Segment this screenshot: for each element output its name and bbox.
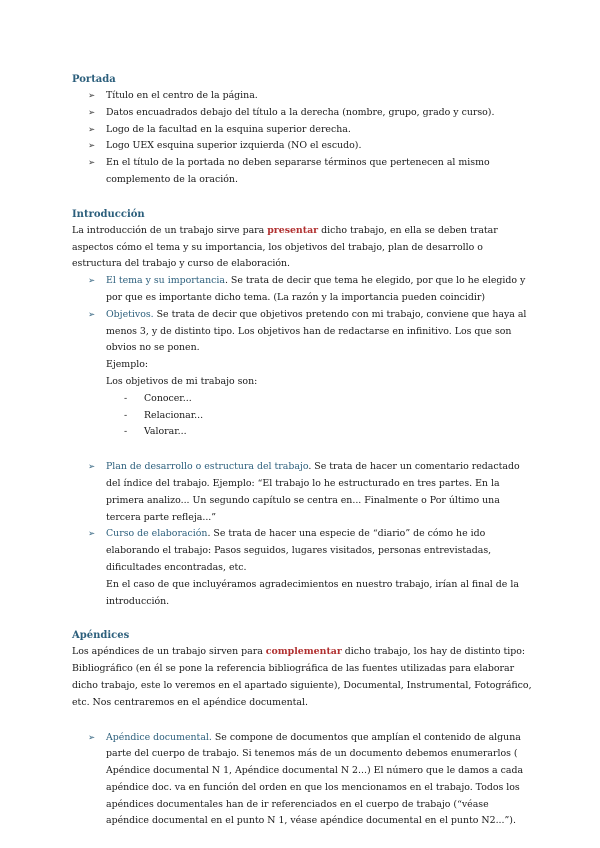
highlight-presentar: presentar <box>267 224 319 236</box>
arrow-bullet-icon: ➢ <box>88 158 96 169</box>
list-item: ➢ En el título de la portada no deben separarse términos que pertenecen al mismo complemento de la oración. <box>88 157 490 185</box>
example-item: - Relacionar... <box>124 409 204 421</box>
list-item-objetivos: ➢ Objetivos. Se trata de decir que objetivos pretendo con mi trabajo, conviene que haya al menos 3, y de distinto tipo. Los objetivos han de redactarse en infinitivo. Los que son obvios no se ponen. Ejemplo: Los objetivos de mi trabajo son: - Conocer... - Relacionar... - Valorar... <box>72 307 532 459</box>
subheading-curso: Curso de elaboración <box>106 528 208 540</box>
example-list <box>106 391 532 441</box>
arrow-bullet-icon: ➢ <box>88 124 96 135</box>
highlight-complementar: complementar <box>265 646 342 658</box>
example-item: - Conocer... <box>124 392 192 404</box>
arrow-bullet-icon: ➢ <box>88 462 96 473</box>
list-item: ➢ Logo de la facultad en la esquina superior derecha. <box>72 122 532 139</box>
arrow-bullet-icon: ➢ <box>88 276 96 287</box>
example-label: Ejemplo: <box>106 359 148 371</box>
portada-list <box>72 88 532 189</box>
list-item-curso: ➢ Curso de elaboración. Se trata de hacer una especie de “diario” de cómo he ido elaborando el trabajo: Pasos seguidos, lugares visitados, personas entrevistadas, dificultades encontradas, etc. En el caso de que incluyéramos agradecimientos en nuestro trabajo, irían al final de la introducción. <box>72 526 532 610</box>
arrow-bullet-icon: ➢ <box>88 732 96 743</box>
document-page <box>72 72 532 830</box>
arrow-bullet-icon: ➢ <box>88 309 96 320</box>
subheading-plan: Plan de desarrollo o estructura del trabajo <box>106 461 309 473</box>
introduccion-paragraph: La introducción de un trabajo sirve para presentar dicho trabajo, en ella se deben tratar aspectos cómo el tema y su importancia, los objetivos del trabajo, plan de desarrollo o estructura del trabajo y curso de elaboración. <box>72 224 498 270</box>
example-intro: Los objetivos de mi trabajo son: <box>106 375 258 387</box>
arrow-bullet-icon: ➢ <box>88 141 96 152</box>
list-item: ➢ Datos encuadrados debajo del título a la derecha (nombre, grupo, grado y curso). <box>72 105 532 122</box>
heading-introduccion: Introducción <box>72 208 145 220</box>
section-portada <box>72 72 532 189</box>
introduccion-list <box>72 273 532 610</box>
section-introduccion <box>72 207 532 611</box>
list-item: ➢ Título en el centro de la página. <box>72 88 532 105</box>
apendices-paragraph: Los apéndices de un trabajo sirven para complementar dicho trabajo, los hay de distinto tipo: Bibliográfico (en él se pone la referencia bibliográfica de las fuentes utilizadas para elaborar dicho trabajo, este lo veremos en el apartado siguiente), Documental, Instrumental, Fotográfico, etc. Nos centraremos en el apéndice documental. <box>72 646 532 708</box>
agradecimientos-note: En el caso de que incluyéramos agradecimientos en nuestro trabajo, irían al final de la introducción. <box>106 578 519 607</box>
apendices-list <box>72 730 532 831</box>
list-item-tema: ➢ El tema y su importancia. Se trata de decir que tema he elegido, por que lo he elegido y por que es importante dicho tema. (La razón y la importancia pueden coincidir) <box>88 275 526 303</box>
heading-apendices: Apéndices <box>72 630 130 642</box>
arrow-bullet-icon: ➢ <box>88 529 96 540</box>
section-apendices <box>72 628 532 830</box>
example-item: - Valorar... <box>124 426 187 438</box>
subheading-apendice-documental: Apéndice documental. <box>106 731 212 743</box>
list-item-apendice-documental: ➢ Apéndice documental. Se compone de documentos que amplían el contenido de alguna parte del cuerpo de trabajo. Si tenemos más de un documento debemos enumerarlos ( Apéndice documental N 1, Apéndice documental N 2...) El número que le damos a cada apéndice doc. va en función del orden en que los mencionamos en el trabajo. Todos los apéndices documentales han de ir referenciados en el cuerpo de trabajo (“véase apéndice documental en el punto N 1, véase apéndice documental en el punto N2...”). <box>88 731 524 827</box>
arrow-bullet-icon: ➢ <box>88 91 96 101</box>
list-item: ➢ Logo UEX esquina superior izquierda (NO el escudo). <box>72 138 532 155</box>
arrow-bullet-icon: ➢ <box>88 107 96 118</box>
list-item-plan: ➢ Plan de desarrollo o estructura del trabajo. Se trata de hacer un comentario redactado del índice del trabajo. Ejemplo: “El trabajo lo he estructurado en tres partes. En la primera analizo... Un segundo capítulo se centra en... Finalmente o Por último una tercera parte refleja...” <box>88 461 520 523</box>
subheading-tema: El tema y su importancia <box>106 275 225 287</box>
heading-portada: Portada <box>72 74 116 85</box>
subheading-objetivos: Objetivos. <box>106 308 154 320</box>
